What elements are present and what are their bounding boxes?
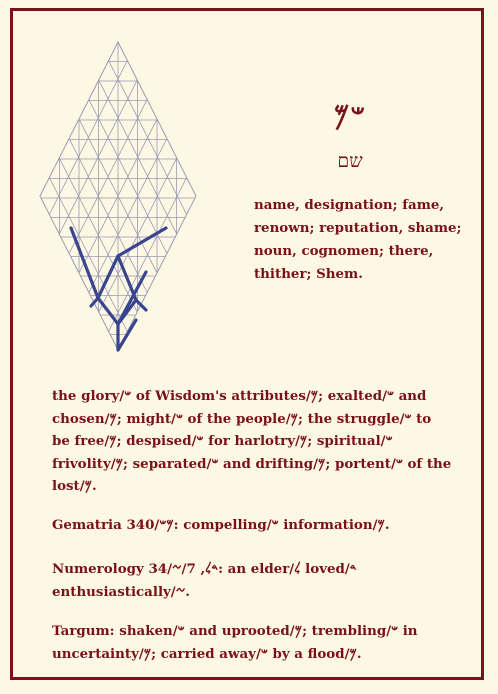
grid-line bbox=[40, 198, 200, 356]
letter-stroke bbox=[118, 272, 146, 324]
grid-line bbox=[36, 198, 196, 356]
numerology-paragraph: Numerology 34/𐤃𐤋, 7/𐤆: an elder/𐤋 loved/𐤃 enthusiastically/𐤆. bbox=[52, 561, 357, 600]
paleo-hebrew-title: 𐤔𐤌 bbox=[334, 98, 366, 131]
letter-stroke bbox=[71, 228, 98, 298]
hebrew-word: שם bbox=[337, 150, 363, 172]
grid-line bbox=[36, 276, 196, 356]
attributes-paragraph: the glory/𐤔 of Wisdom's attributes/𐤌; exalted/𐤔 and chosen/𐤌; might/𐤔 of the people/𐤌; the struggle/𐤔 to be free/𐤌; despised/𐤔 for harlotry/𐤌; spiritual/𐤔 frivolity/𐤌; separated/𐤔 and drifting/𐤌; portent/𐤔 of the lost/𐤌. bbox=[52, 388, 452, 494]
diamond-grid bbox=[36, 40, 200, 356]
letter-stroke bbox=[118, 320, 136, 350]
grid-line bbox=[36, 40, 196, 242]
grid-line bbox=[36, 354, 196, 356]
letter-grid-diagram bbox=[36, 40, 200, 356]
grid-line bbox=[36, 237, 196, 356]
letter-stroke bbox=[98, 298, 118, 324]
grid-line bbox=[40, 40, 200, 242]
grid-line bbox=[40, 40, 200, 164]
gematria-paragraph: Gematria 340/𐤌𐤔: compelling/𐤔 information/𐤌. bbox=[52, 517, 390, 533]
grid-line bbox=[36, 40, 196, 164]
grid-line bbox=[40, 354, 200, 356]
definition-text: name, designation; fame, renown; reputation, shame; noun, cognomen; there, thither; Shem. bbox=[254, 197, 462, 282]
letter-stroke bbox=[98, 256, 118, 298]
letter-stroke bbox=[118, 228, 166, 256]
targum-paragraph: Targum: shaken/𐤔 and uprooted/𐤌; trembling/𐤔 in uncertainty/𐤌; carried away/𐤔 by a flood/𐤌. bbox=[52, 623, 418, 662]
